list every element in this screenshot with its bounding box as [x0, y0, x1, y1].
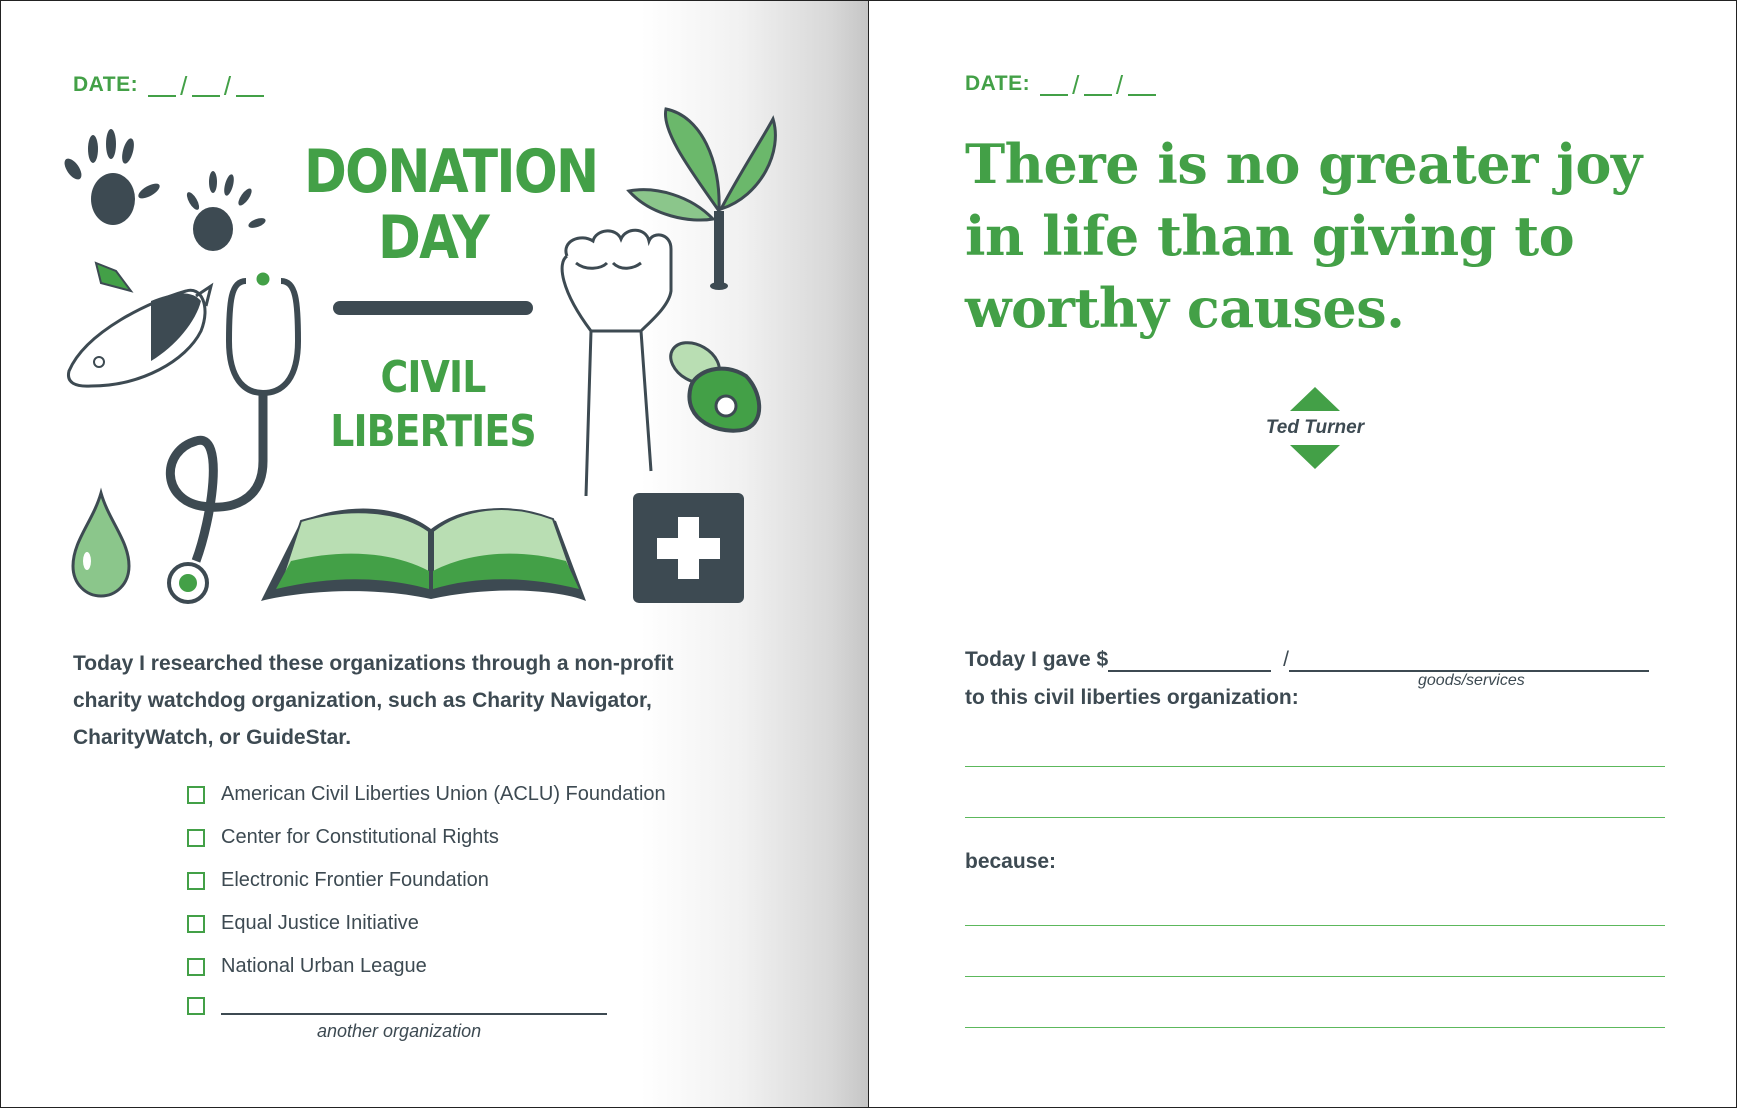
org-label: American Civil Liberties Union (ACLU) Foundation [221, 783, 666, 805]
goods-services-blank[interactable] [1289, 648, 1649, 672]
water-drop-icon [73, 493, 129, 596]
date-slash: / [180, 71, 188, 101]
sprout-icon [629, 109, 775, 290]
donation-amount-row [965, 648, 1649, 672]
checkbox[interactable] [187, 829, 205, 847]
open-book-icon [261, 509, 586, 601]
checkbox[interactable] [187, 997, 205, 1015]
checkbox[interactable] [187, 915, 205, 933]
pacifier-icon [663, 334, 759, 430]
org-label: National Urban League [221, 955, 427, 977]
other-organization-caption: another organization [317, 1021, 482, 1041]
organization-writing-line[interactable] [965, 817, 1665, 818]
checkbox[interactable] [187, 958, 205, 976]
organization-checklist [187, 773, 666, 988]
quote-attribution [1230, 387, 1400, 469]
checklist-item[interactable] [187, 859, 666, 902]
checklist-item[interactable] [187, 816, 666, 859]
checklist-item[interactable] [187, 945, 666, 988]
stethoscope-icon [169, 273, 298, 602]
date-year-blank[interactable] [236, 77, 264, 97]
checklist-item[interactable] [187, 773, 666, 816]
checkbox[interactable] [187, 786, 205, 804]
page-subtitle: CIVIL LIBERTIES [330, 352, 536, 457]
checkbox[interactable] [187, 872, 205, 890]
intro-text: Today I researched these organizations through a non-profit charity watchdog organization, such as Charity Navigator, CharityWatch, or GuideStar. [73, 652, 674, 749]
date-day-blank[interactable] [192, 77, 220, 97]
date-slash: / [1072, 70, 1080, 100]
triangle-up-icon [1290, 387, 1340, 411]
date-month-blank[interactable] [1040, 76, 1068, 96]
first-aid-kit-icon [633, 493, 744, 603]
date-label: DATE: [73, 73, 139, 96]
date-year-blank[interactable] [1128, 76, 1156, 96]
organization-writing-line[interactable] [965, 766, 1665, 767]
page-title: DONATION DAY [304, 137, 598, 273]
date-field[interactable] [73, 71, 264, 101]
amount-blank[interactable] [1108, 648, 1271, 672]
other-organization-blank[interactable] [221, 989, 607, 1015]
triangle-down-icon [1290, 445, 1340, 469]
other-organization-item[interactable] [187, 989, 607, 1015]
date-day-blank[interactable] [1084, 76, 1112, 96]
date-slash: / [223, 71, 232, 101]
org-label: Electronic Frontier Foundation [221, 869, 489, 891]
date-field[interactable] [965, 70, 1156, 100]
reason-writing-line[interactable] [965, 1027, 1665, 1028]
handprints-icon [61, 129, 267, 251]
gave-prefix: Today I gave $ [965, 648, 1109, 671]
title-block [283, 137, 598, 459]
date-slash: / [1115, 70, 1124, 100]
quote-author: Ted Turner [1265, 417, 1365, 438]
to-organization-label: to this civil liberties organization: [965, 686, 1299, 709]
reason-writing-line[interactable] [965, 925, 1665, 926]
gave-slash: / [1283, 648, 1290, 671]
goods-services-caption: goods/services [1418, 672, 1525, 689]
checklist-item[interactable] [187, 902, 666, 945]
quote: There is no greater joy in life than giving to worthy causes. [965, 132, 1642, 340]
title-divider [333, 301, 533, 315]
reason-writing-line[interactable] [965, 976, 1665, 977]
date-label: DATE: [965, 72, 1031, 95]
fish-icon [68, 263, 211, 386]
org-label: Center for Constitutional Rights [221, 826, 499, 848]
left-page [0, 0, 870, 1108]
date-month-blank[interactable] [148, 77, 176, 97]
org-label: Equal Justice Initiative [221, 912, 419, 934]
because-label: because: [965, 850, 1057, 873]
